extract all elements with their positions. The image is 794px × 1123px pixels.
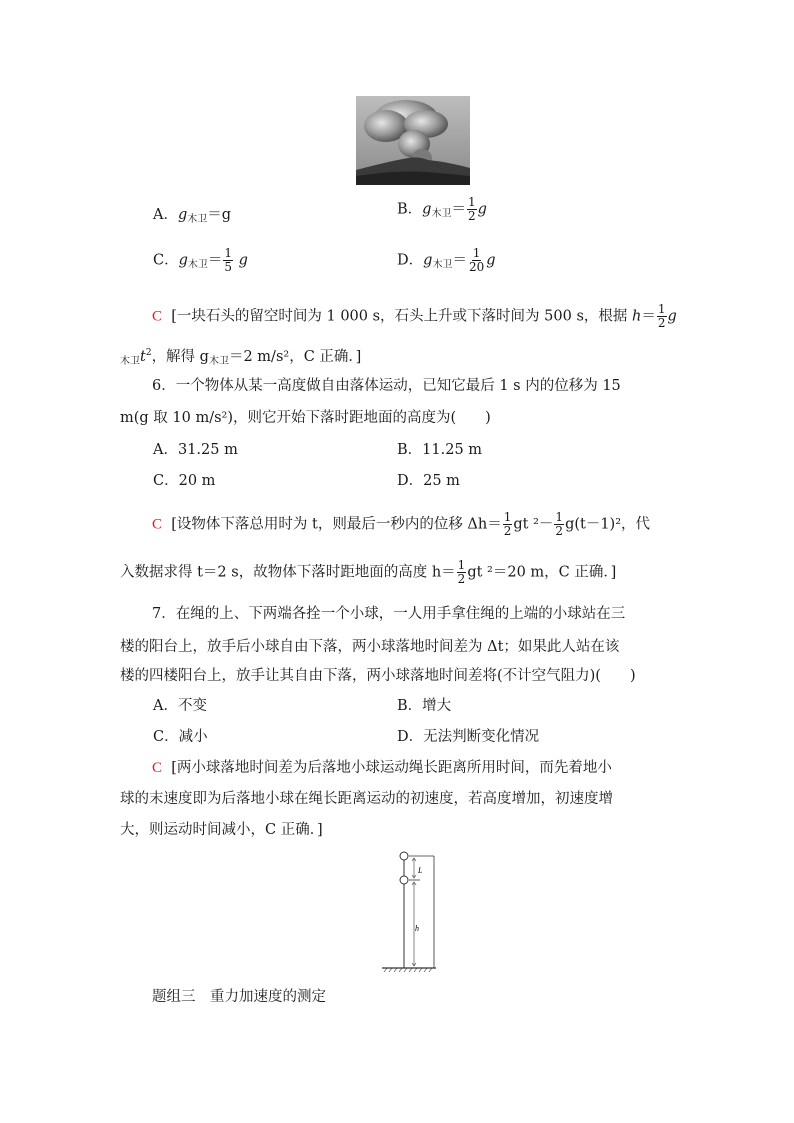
q6-option-a: A．31.25 m: [153, 442, 238, 458]
q6-stem-line2: m(g 取 10 m/s²)，则它开始下落时距地面的高度为( ): [120, 410, 491, 426]
fraction: $\frac{1}{2}$: [457, 558, 466, 586]
q7-stem-line2: 楼的阳台上，放手后小球自由下落，两小球落地时间差为 Δt；如果此人站在该: [120, 639, 620, 655]
q5-option-b: B．$g_{木卫}=$ $\frac{1}{2}$ g: [397, 195, 487, 223]
fraction: $\frac{1}{2}$: [467, 195, 476, 223]
q6-option-c: C．20 m: [153, 473, 216, 489]
fraction: $\frac{1}{2}$: [657, 302, 666, 330]
answer-letter: C: [152, 308, 163, 325]
label-L: L: [418, 866, 423, 875]
q6-stem-line1: 6．一个物体从某一高度做自由落体运动，已知它最后 1 s 内的位移为 15: [152, 378, 621, 394]
label-h: h: [415, 924, 419, 933]
q5-explanation-line2: $_{木卫}t^2$，解得 $g_{木卫}=2$ m/s²，C 正确．]: [120, 348, 362, 367]
q6-explanation-line1: C [设物体下落总用时为 t，则最后一秒内的位移 Δh＝ $\frac{1}{2}$ gt ²－ $\frac{1}{2}$ g(t－1)²，代: [152, 510, 651, 538]
answer-letter: C: [152, 516, 163, 533]
q7-option-a: A．不变: [153, 698, 207, 714]
q7-explanation-line2: 球的末速度即为后落地小球在绳长距离运动的初速度，若高度增加，初速度增: [120, 791, 613, 807]
q6-explanation-line2: 入数据求得 t＝2 s，故物体下落时距地面的高度 h＝ $\frac{1}{2}$ gt ²＝20 m，C 正确．]: [120, 558, 617, 586]
rope-balls-diagram: [382, 850, 438, 972]
q7-stem-line1: 7．在绳的上、下两端各拴一个小球，一人用手拿住绳的上端的小球站在三: [152, 606, 626, 622]
q7-stem-line3: 楼的四楼阳台上，放手让其自由下落，两小球落地时间差将(不计空气阻力)( ): [120, 668, 636, 684]
fraction: $\frac{1}{20}$: [468, 246, 485, 274]
q7-option-d: D．无法判断变化情况: [397, 729, 540, 745]
q7-option-b: B．增大: [397, 698, 452, 714]
q5-explanation-line1: C [一块石头的留空时间为 1 000 s，石头上升或下落时间为 500 s，根据 h＝ $\frac{1}{2}$ g: [152, 302, 677, 330]
volcano-photo: [356, 96, 470, 185]
fraction: $\frac{1}{2}$: [555, 510, 564, 538]
section-heading: 题组三 重力加速度的测定: [152, 989, 326, 1005]
q6-option-b: B．11.25 m: [397, 442, 483, 458]
q5-option-c: C．$g_{木卫}=$ $\frac{1}{5}$ g: [153, 246, 248, 274]
q6-option-d: D．25 m: [397, 473, 460, 489]
fraction: $\frac{1}{5}$: [224, 246, 233, 274]
q5-option-d: D．$g_{木卫}=$ $\frac{1}{20}$ g: [397, 246, 496, 274]
lower-ball: [400, 876, 408, 884]
answer-letter: C: [152, 760, 163, 776]
q5-option-a: A．$g_{木卫}=g$: [153, 207, 232, 225]
upper-ball: [400, 852, 408, 860]
fraction: $\frac{1}{2}$: [503, 510, 512, 538]
q7-explanation-line3: 大，则运动时间减小，C 正确．]: [120, 822, 323, 838]
q7-explanation-line1: C [两小球落地时间差为后落地小球运动绳长距离所用时间，而先着地小: [152, 760, 612, 776]
q7-option-c: C．减小: [153, 729, 208, 745]
